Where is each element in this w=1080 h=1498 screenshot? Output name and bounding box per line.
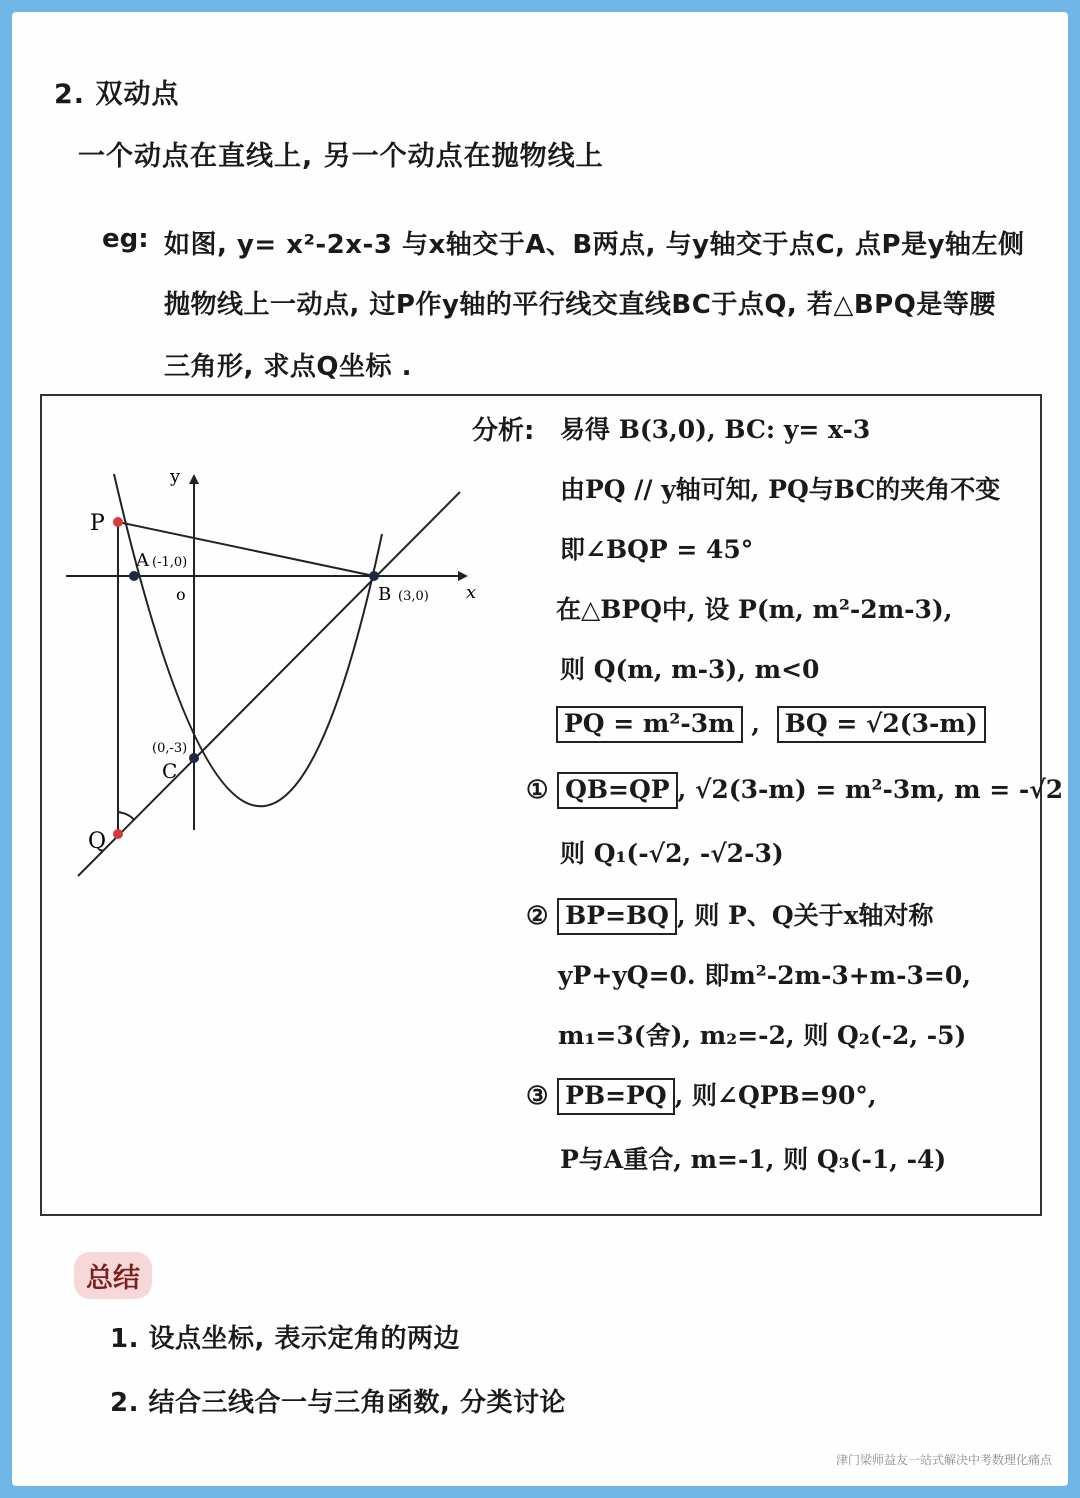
analysis-label: 分析: — [472, 416, 535, 446]
problem-line-2: 抛物线上一动点, 过P作y轴的平行线交直线BC于点Q, 若△BPQ是等腰 — [164, 290, 996, 320]
point-a — [129, 571, 139, 581]
label-q: Q — [88, 829, 107, 854]
example-label: eg: — [102, 224, 149, 254]
summary-item-1: 1. 设点坐标, 表示定角的两边 — [110, 1324, 460, 1354]
case-1-result: 则 Q₁(-√2, -√2-3) — [560, 839, 784, 868]
label-b-coord: (3,0) — [398, 589, 429, 604]
x-axis-arrow — [458, 571, 468, 581]
problem-line-3: 三角形, 求点Q坐标 . — [164, 352, 412, 382]
case-3-text: , 则∠QPB=90°, — [674, 1081, 877, 1110]
case-2-row — [526, 896, 934, 935]
case-1-text: , √2(3-m) = m²-3m, m = -√2 — [677, 775, 1064, 804]
case-2-line-3: m₁=3(舍), m₂=-2, 则 Q₂(-2, -5) — [558, 1021, 967, 1050]
side-lengths-row — [556, 706, 986, 743]
parabola-figure — [62, 452, 482, 892]
case-1-box: QB=QP — [557, 772, 677, 809]
summary-tag: 总结 — [74, 1252, 152, 1299]
case-2-text: , 则 P、Q关于x轴对称 — [676, 901, 934, 930]
problem-line-1: 如图, y= x²-2x-3 与x轴交于A、B两点, 与y轴交于点C, 点P是y轴左侧 — [164, 230, 1025, 260]
separator-comma: , — [751, 709, 760, 738]
analysis-line-4: 在△BPQ中, 设 P(m, m²-2m-3), — [556, 595, 953, 624]
point-c — [189, 753, 199, 763]
parabola-curve — [114, 474, 382, 806]
pq-box: PQ = m²-3m — [556, 706, 743, 743]
case-2-line-2: yP+yQ=0. 即m²-2m-3+m-3=0, — [558, 961, 971, 990]
label-c: C — [162, 759, 178, 783]
label-a-coord: (-1,0) — [152, 555, 188, 570]
analysis-line-1: 易得 B(3,0), BC: y= x-3 — [560, 415, 871, 444]
case-1-number: ① — [526, 775, 549, 804]
label-c-coord: (0,-3) — [152, 741, 188, 756]
case-2-number: ② — [526, 901, 549, 930]
origin-label: o — [176, 585, 186, 604]
point-q — [113, 829, 123, 839]
angle-mark-q — [118, 812, 134, 820]
y-axis-label: y — [170, 466, 181, 487]
point-b — [369, 571, 379, 581]
y-axis-arrow — [189, 474, 199, 484]
section-title: 2. 双动点 — [54, 79, 180, 110]
analysis-line-5: 则 Q(m, m-3), m<0 — [560, 655, 820, 684]
point-p — [113, 517, 123, 527]
summary-item-2: 2. 结合三线合一与三角函数, 分类讨论 — [110, 1388, 566, 1418]
case-1-row — [526, 772, 1063, 809]
bq-box: BQ = √2(3-m) — [777, 706, 986, 743]
case-3-box: PB=PQ — [557, 1078, 674, 1115]
case-3-line-2: P与A重合, m=-1, 则 Q₃(-1, -4) — [560, 1145, 947, 1174]
label-b: B — [378, 584, 392, 605]
watermark: 津门梁师益友一站式解决中考数理化痛点 — [835, 1453, 1052, 1467]
analysis-line-3: 即∠BQP = 45° — [560, 535, 754, 564]
x-axis-label: x — [466, 582, 477, 603]
case-3-row — [526, 1076, 877, 1115]
label-p: P — [90, 511, 105, 536]
label-a: A — [136, 550, 149, 571]
note-page — [12, 12, 1068, 1486]
case-3-number: ③ — [526, 1081, 549, 1110]
subtitle: 一个动点在直线上, 另一个动点在抛物线上 — [78, 141, 604, 172]
analysis-line-2: 由PQ // y轴可知, PQ与BC的夹角不变 — [560, 475, 1001, 504]
case-2-box: BP=BQ — [557, 898, 677, 935]
